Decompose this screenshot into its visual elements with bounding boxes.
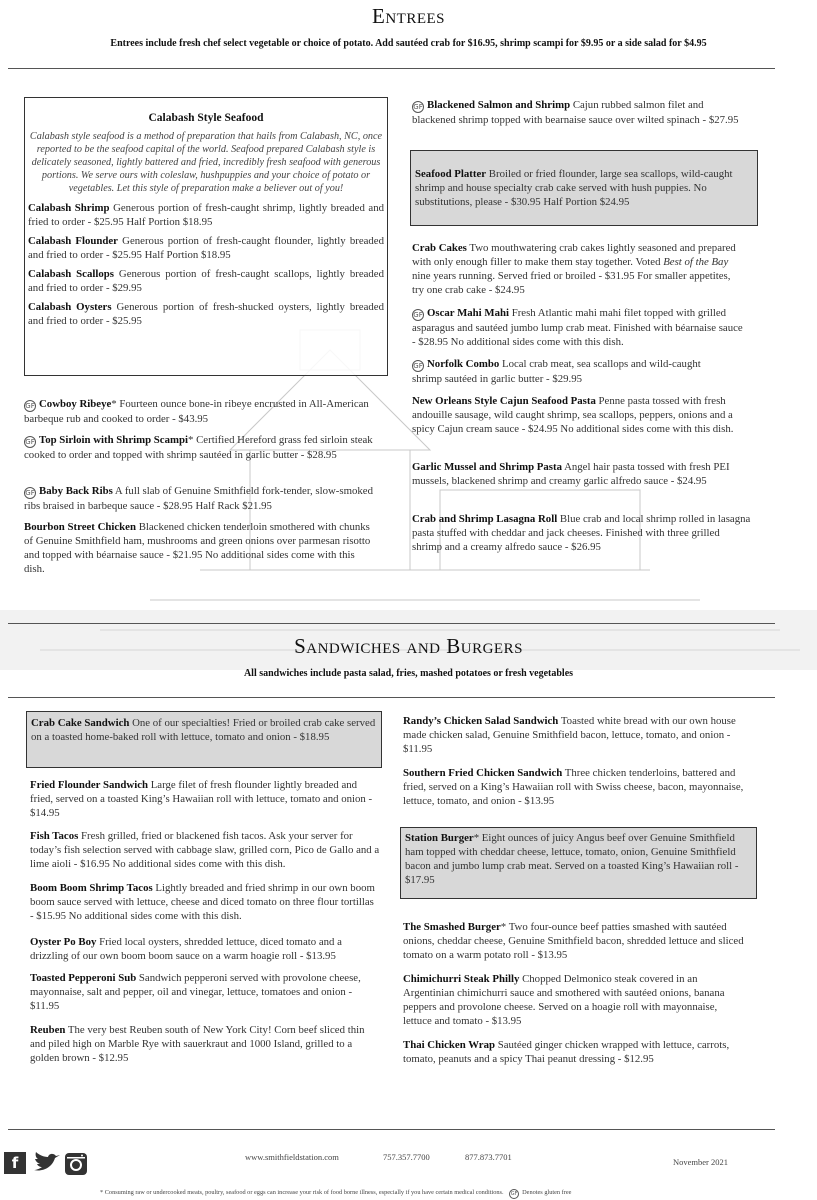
entrees-title: Entrees: [372, 4, 445, 28]
menu-item-randys-chicken-salad: Randy’s Chicken Salad Sandwich Toasted white bread with our own house made chicken salad, Genuine Smithfield bacon, lettuce, tomato, and onion - $11.95: [403, 715, 736, 755]
menu-item-garlic-mussel-pasta: Garlic Mussel and Shrimp Pasta Angel hair pasta tossed with fresh PEI mussels, blackened shrimp and creamy garlic alfredo sauce - $24.95: [412, 461, 730, 487]
gluten-free-icon: GF: [510, 1191, 518, 1197]
instagram-icon[interactable]: [64, 1152, 88, 1176]
gluten-free-icon: GF: [413, 311, 423, 319]
sandwiches-subtitle: All sandwiches include pasta salad, fries, mashed potatoes or fresh vegetables: [243, 668, 574, 679]
sandwiches-divider: [8, 697, 775, 698]
menu-item-reuben: Reuben The very best Reuben south of New York City! Corn beef sliced thin and piled high on Marble Rye with sauerkraut and 1000 Island, grilled to a golden brown - $12.95: [30, 1024, 365, 1064]
menu-item: Calabash Flounder Generous portion of fresh-caught flounder, lightly breaded and fried to order - $25.95 Half Portion $18.95: [28, 235, 384, 261]
gluten-free-legend: Denotes gluten free: [522, 1189, 572, 1196]
calabash-title: Calabash Style Seafood: [148, 112, 264, 124]
gluten-free-icon: GF: [25, 489, 35, 497]
entrees-subtitle: Entrees include fresh chef select vegetable or choice of potato. Add sautéed crab for $16.95, shrimp scampi for $9.95 or a side salad for $4.95: [110, 38, 707, 49]
seafood-platter-box: Seafood Platter Broiled or fried flounder, large sea scallops, wild-caught shrimp and house specialty crab cake served with hush puppies. No substitutions, please - $30.95 Half Portion $24.95: [410, 150, 758, 226]
menu-item-toasted-pepperoni-sub: Toasted Pepperoni Sub Sandwich pepperoni served with provolone cheese, mayonnaise, salt and pepper, oil and vinegar, lettuce, tomatoes and onion - $11.95: [30, 972, 361, 1012]
menu-item-blackened-salmon: GF Blackened Salmon and Shrimp Cajun rubbed salmon filet and blackened shrimp topped with bearnaise sauce over wilted spinach - $27.95: [412, 99, 739, 126]
disclaimer-text: * Consuming raw or undercooked meats, poultry, seafood or eggs can increase your risk of food borne illness, especially if you have certain medical conditions. GF Denotes gluten free: [100, 1189, 572, 1197]
menu-item-boom-boom-shrimp-tacos: Boom Boom Shrimp Tacos Lightly breaded and fried shrimp in our own boom boom sauce served with lettuce, cheese and diced tomato on three flour tortillas - $15.95 No additional sides come with this dish.: [30, 882, 375, 922]
footer-divider: [8, 1129, 775, 1130]
website-link[interactable]: www.smithfieldstation.com: [245, 1152, 339, 1162]
facebook-icon[interactable]: f: [4, 1152, 26, 1174]
menu-item-fried-flounder-sandwich: Fried Flounder Sandwich Large filet of fresh flounder lightly breaded and fried, served on a toasted King’s Hawaiian roll with lettuce, tomato and onion - $14.95: [30, 779, 373, 819]
menu-item-oscar-mahi-mahi: GF Oscar Mahi Mahi Fresh Atlantic mahi mahi filet topped with grilled asparagus and sautéed jumbo lump crab meat. Finished with béarnaise sauce - $28.95 No additional sides come with this dish.: [412, 307, 743, 348]
menu-item-baby-back-ribs: GF Baby Back Ribs A full slab of Genuine Smithfield fork-tender, slow-smoked ribs braised in barbeque sauce - $28.95 Half Rack $21.95: [24, 485, 373, 512]
menu-item-top-sirloin: GF Top Sirloin with Shrimp Scampi* Certified Hereford grass fed sirloin steak cooked to order and topped with shrimp sautéed in garlic butter - $28.95: [24, 434, 373, 461]
calabash-box: [24, 97, 388, 376]
menu-item: Calabash Scallops Generous portion of fresh-caught scallops, lightly breaded and fried to order - $29.95: [28, 268, 385, 294]
menu-item-southern-fried-chicken: Southern Fried Chicken Sandwich Three chicken tenderloins, battered and fried, served on a King’s Hawaiian roll with Swiss cheese, bacon, mayonnaise, lettuce, tomato, and onion - $13.95: [403, 767, 744, 807]
menu-item-thai-chicken-wrap: Thai Chicken Wrap Sautéed ginger chicken wrapped with lettuce, carrots, tomato, peanuts and a spicy Thai peanut dressing - $12.95: [403, 1039, 730, 1065]
menu-item-cajun-seafood-pasta: New Orleans Style Cajun Seafood Pasta Penne pasta tossed with fresh andouille sausage, wild caught shrimp, sea scallops, peppers, onions and a spicy Cajun cream sauce - $24.95 No additional sides come with this dish.: [412, 395, 734, 435]
sandwiches-top-divider: [8, 623, 775, 624]
gluten-free-icon: GF: [25, 438, 35, 446]
phone-number-local[interactable]: 757.357.7700: [383, 1152, 430, 1162]
sandwiches-title: Sandwiches and Burgers: [294, 634, 523, 658]
station-burger-box: Station Burger* Eight ounces of juicy Angus beef over Genuine Smithfield ham topped with cheddar cheese, lettuce, tomato, onion, Genuine Smithfield bacon and jumbo lump crab meat. Served on a toasted King’s Hawaiian roll - $17.95: [400, 827, 757, 899]
menu-item-smashed-burger: The Smashed Burger* Two four-ounce beef patties smashed with sautéed onions, cheddar cheese, Genuine Smithfield bacon, shredded lettuce and sliced tomato on a warm potato roll - $13.95: [403, 921, 744, 961]
menu-item: Calabash Shrimp Generous portion of fresh-caught shrimp, lightly breaded and fried to order - $25.95 Half Portion $18.95: [28, 202, 385, 228]
phone-number-tollfree[interactable]: 877.873.7701: [465, 1152, 512, 1162]
entrees-divider: [8, 68, 775, 69]
calabash-description: Calabash style seafood is a method of preparation that hails from Calabash, NC, once reported to be the seafood capital of the world. Seafood prepared Calabash style is delicately seasoned, lightly battered and fried, incredibly fresh seafood with generous portions. We serve ours with coleslaw, hushpuppies and your choice of potato or vegetables. Let this style of preparation make a believer out of you!: [29, 131, 383, 194]
twitter-icon[interactable]: [32, 1152, 62, 1174]
menu-item-crab-cakes: Crab Cakes Two mouthwatering crab cakes lightly seasoned and prepared with only enough filler to make them stay together. Voted Best of the Bay nine years running. Served fried or broiled - $31.95 For smaller appetites, try one crab cake - $24.95: [412, 242, 736, 296]
menu-item-cowboy-ribeye: GF Cowboy Ribeye* Fourteen ounce bone-in ribeye encrusted in All-American barbeque rub and cooked to order - $43.95: [24, 398, 369, 425]
menu-item: Calabash Oysters Generous portion of fresh-shucked oysters, lightly breaded and fried to order - $25.95: [28, 301, 384, 327]
crab-cake-sandwich-box: Crab Cake Sandwich One of our specialties! Fried or broiled crab cake served on a toasted home-baked roll with lettuce, tomato and onion - $18.95: [26, 711, 382, 768]
gluten-free-icon: GF: [413, 103, 423, 111]
menu-item-chimichurri-steak-philly: Chimichurri Steak Philly Chopped Delmonico steak covered in an Argentinian chimichurri sauce and smothered with sautéed onions, banana peppers and provolone cheese. Served on a hoagie roll with mayonnaise, lettuce and tomato - $13.95: [403, 973, 725, 1027]
menu-item-crab-shrimp-lasagna: Crab and Shrimp Lasagna Roll Blue crab and local shrimp rolled in lasagna pasta stuffed with cheddar and jack cheeses. Finished with three grilled shrimp and a creamy alfredo sauce - $26.95: [412, 513, 751, 553]
menu-item-fish-tacos: Fish Tacos Fresh grilled, fried or blackened fish tacos. Ask your server for today’s fish selection served with cabbage slaw, grilled corn, Pico de Gallo and a lime aioli - $16.95 No additional sides come with this dish.: [30, 830, 380, 870]
menu-item-norfolk-combo: GF Norfolk Combo Local crab meat, sea scallops and wild-caught shrimp sautéed in garlic butter - $29.95: [412, 358, 701, 385]
menu-item-bourbon-street-chicken: Bourbon Street Chicken Blackened chicken tenderloin smothered with chunks of Genuine Smithfield ham, mushrooms and green onions over parmesan risotto and topped with béarnaise sauce - $21.95 No additional sides come with this dish.: [24, 521, 371, 575]
menu-item-oyster-po-boy: Oyster Po Boy Fried local oysters, shredded lettuce, diced tomato and a drizzling of our own boom boom sauce on a warm hoagie roll - $13.95: [30, 936, 342, 962]
gluten-free-icon: GF: [25, 402, 35, 410]
menu-date: November 2021: [673, 1157, 729, 1167]
gluten-free-icon: GF: [413, 362, 423, 370]
